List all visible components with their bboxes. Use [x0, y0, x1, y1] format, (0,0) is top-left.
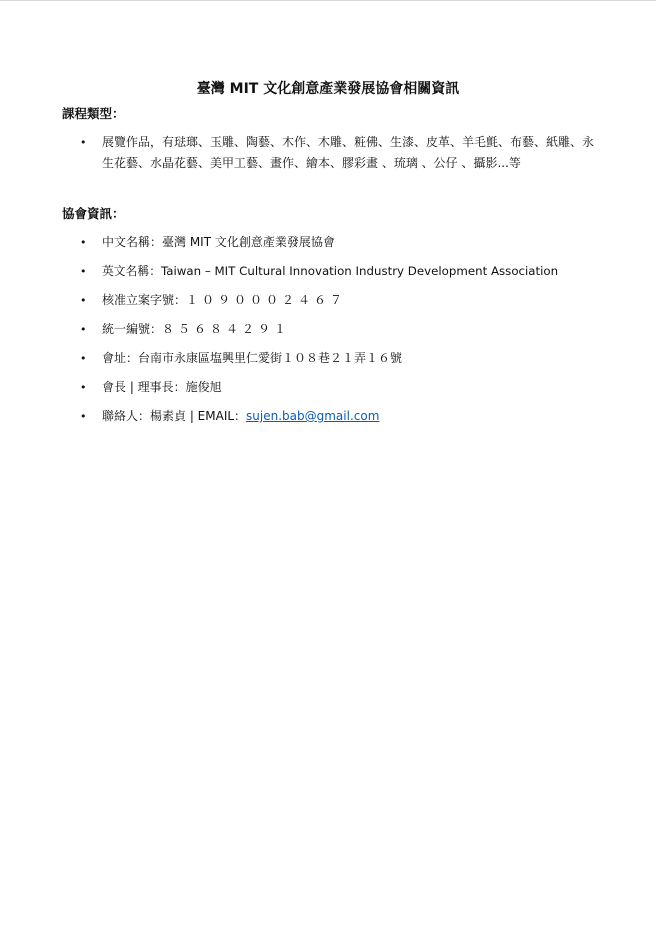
- bullet-icon: •: [80, 136, 87, 149]
- bullet-icon: •: [80, 323, 87, 336]
- registration-number-item: [102, 290, 602, 311]
- registration-number-value: １０９０００２４６７: [186, 293, 347, 307]
- contact-label: 聯絡人：楊素貞 | EMAIL：: [102, 409, 247, 423]
- president-item: 會長 | 理事長：施俊旭: [102, 380, 222, 394]
- bullet-icon: •: [80, 381, 87, 394]
- tax-id-item: [102, 319, 602, 340]
- contact-item: [102, 406, 602, 427]
- address-number: １０８巷２１弄１６號: [282, 351, 403, 365]
- registration-number-label: 核准立案字號：: [102, 293, 187, 307]
- address-item: [102, 348, 602, 369]
- bullet-icon: •: [80, 352, 87, 365]
- address-label: 會址：台南市永康區塩興里仁愛街: [102, 351, 283, 365]
- bullet-icon: •: [80, 294, 87, 307]
- bullet-icon: •: [80, 265, 87, 278]
- contact-email-link[interactable]: sujen.bab@gmail.com: [246, 409, 380, 423]
- chinese-name-item: 中文名稱：臺灣 MIT 文化創意產業發展協會: [102, 235, 335, 249]
- bullet-icon: •: [80, 236, 87, 249]
- course-types-list-item: 展覽作品，有琺瑯、玉雕、陶藝、木作、木雕、粧佛、生漆、皮革、羊毛氈、布藝、紙雕、永生花藝、水晶花藝、美甲工藝、畫作、繪本、膠彩畫 、琉璃 、公仔 、攝影...等: [102, 135, 595, 170]
- association-info-heading: 協會資訊：: [62, 206, 125, 221]
- course-types-heading: 課程類型：: [62, 106, 125, 121]
- tax-id-label: 統一編號：: [102, 322, 163, 336]
- english-name-item: 英文名稱：Taiwan – MIT Cultural Innovation Industry Development Association: [102, 264, 559, 278]
- bullet-icon: •: [80, 410, 87, 423]
- tax-id-value: ８５６８４２９１: [162, 322, 291, 336]
- document-title: 臺灣 MIT 文化創意產業發展協會相關資訊: [196, 81, 460, 97]
